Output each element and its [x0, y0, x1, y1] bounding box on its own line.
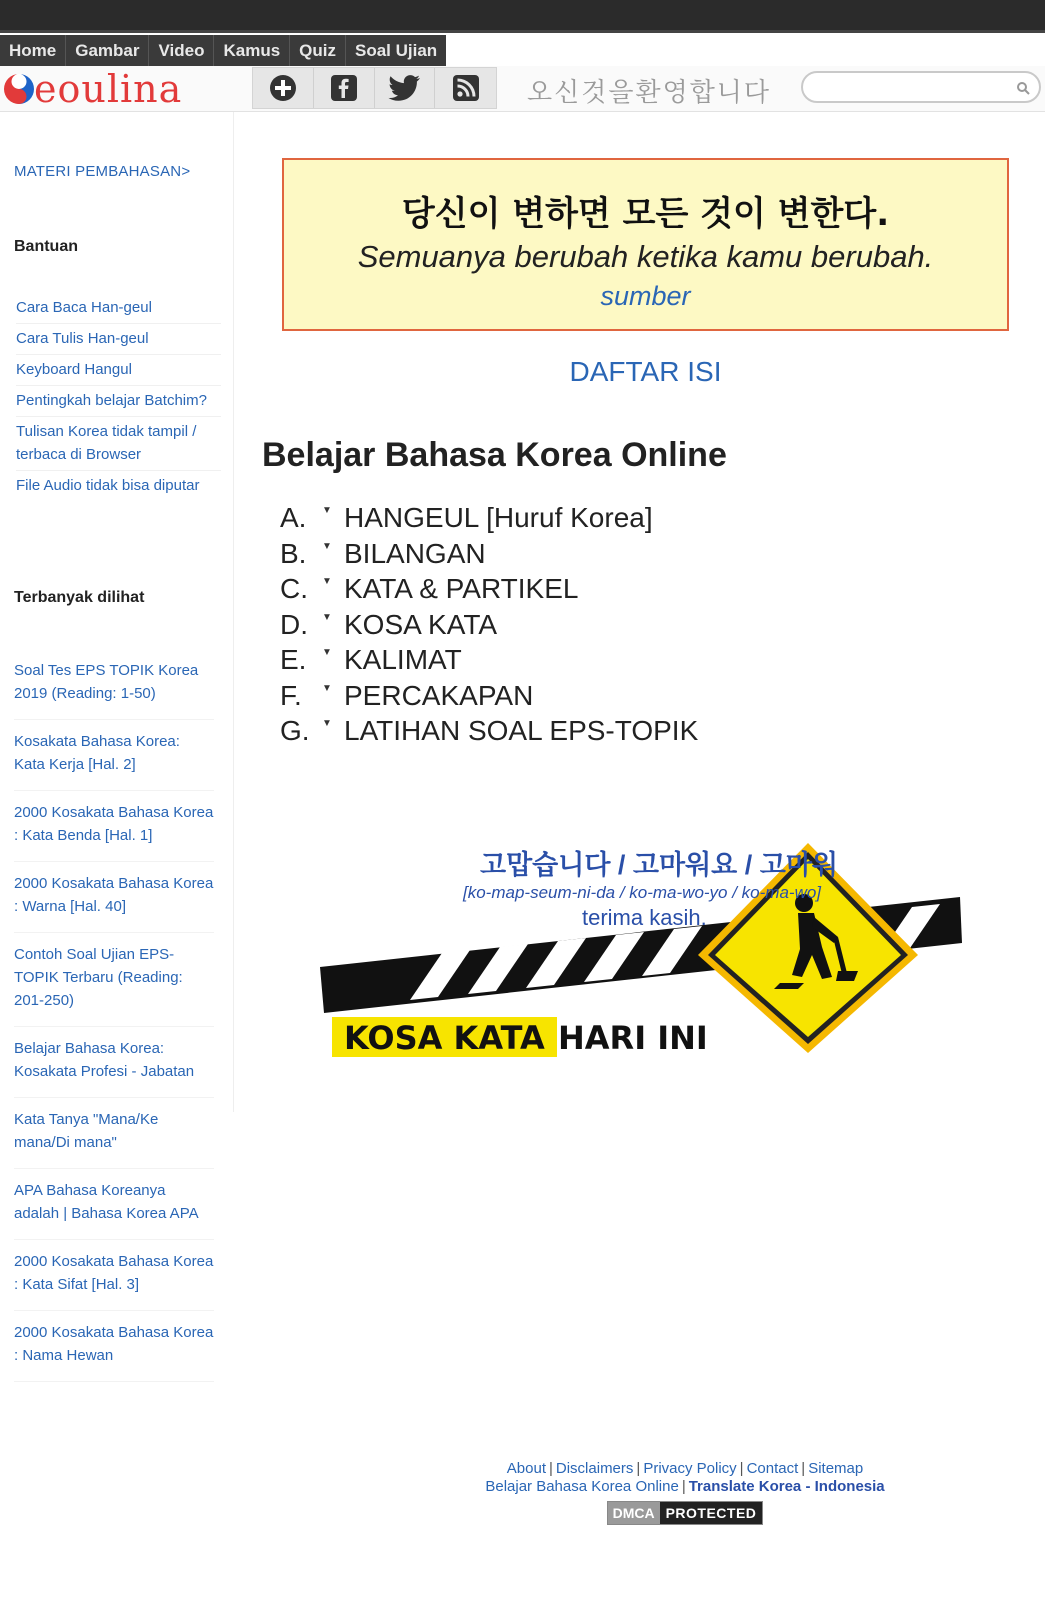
dmca-badge[interactable] [607, 1501, 764, 1525]
site-logo[interactable] [2, 67, 183, 111]
rss-icon[interactable] [435, 68, 496, 108]
footer-link-translate[interactable] [689, 1478, 885, 1495]
syllabus-letter: E. [280, 644, 307, 675]
footer-separator: | [801, 1460, 806, 1477]
popular-item[interactable]: 2000 Kosakata Bahasa Korea : Kata Sifat [Hal. 3] [14, 1247, 214, 1311]
quote-box [282, 158, 1009, 331]
popular-item[interactable]: APA Bahasa Koreanya adalah | Bahasa Korea APA [14, 1176, 214, 1240]
syllabus-letter: F. [280, 679, 302, 711]
bantuan-list [16, 293, 221, 501]
popular-heading: Terbanyak dilihat [14, 589, 145, 606]
bantuan-item[interactable]: Pentingkah belajar Batchim? [16, 386, 221, 417]
syllabus-letter: C. [280, 573, 308, 604]
dmca-label: DMCA [608, 1502, 660, 1524]
footer-link-disclaimers[interactable]: Disclaimers [555, 1460, 634, 1477]
search-input[interactable] [815, 78, 1005, 98]
popular-item[interactable]: Contoh Soal Ujian EPS-TOPIK Terbaru (Reading: 201-250) [14, 940, 214, 1027]
caret-down-icon: ▼ [322, 682, 332, 694]
twitter-icon[interactable] [375, 68, 436, 108]
search-box [801, 71, 1041, 103]
logo-wordmark: eoulina [34, 67, 183, 111]
syllabus-letter: A. [280, 502, 307, 533]
footer-link-about[interactable]: About [506, 1460, 546, 1477]
top-strip [0, 0, 1045, 33]
quote-korean: 당신이 변하면 모든 것이 변한다. [401, 194, 890, 234]
popular-item[interactable]: Kata Tanya "Mana/Ke mana/Di mana" [14, 1105, 214, 1169]
nav-quiz[interactable]: Quiz [290, 35, 346, 66]
protected-label: PROTECTED [660, 1502, 763, 1524]
syllabus-letter: G. [280, 715, 310, 746]
syllabus-letter: D. [280, 608, 308, 640]
word-of-the-day-banner[interactable] [320, 835, 970, 1075]
materi-pembahasan-link[interactable]: MATERI PEMBAHASAN> [14, 163, 191, 180]
syllabus-label: PERCAKAPAN [344, 679, 534, 711]
page-title: Belajar Bahasa Korea Online [262, 436, 727, 474]
footer-link-home[interactable]: Belajar Bahasa Korea Online [485, 1478, 679, 1495]
nav-kamus[interactable]: Kamus [214, 35, 290, 66]
syllabus-letter: B. [280, 537, 307, 569]
caret-down-icon: ▼ [322, 611, 332, 623]
syllabus-label: KALIMAT [344, 644, 462, 675]
nav-soal-ujian[interactable]: Soal Ujian [355, 41, 438, 60]
facebook-icon[interactable] [314, 68, 375, 108]
banner-korean: 고맙습니다 / 고마워요 / 고마워 [480, 850, 838, 880]
footer-separator: | [636, 1460, 641, 1477]
syllabus-label: KOSA KATA [344, 608, 498, 640]
welcome-greeting: 오신것을환영합니다 [527, 78, 772, 108]
footer-link-privacy[interactable]: Privacy Policy [643, 1460, 737, 1477]
main-nav [0, 35, 446, 66]
syllabus-item[interactable] [280, 713, 698, 749]
social-icon-bar [252, 67, 497, 109]
bantuan-heading: Bantuan [14, 238, 78, 255]
quote-source-link[interactable]: sumber [600, 281, 691, 311]
caret-down-icon: ▼ [322, 647, 332, 658]
footer-link-sitemap[interactable]: Sitemap [808, 1460, 864, 1477]
popular-item[interactable]: Belajar Bahasa Korea: Kosakata Profesi - Jabatan [14, 1034, 214, 1098]
banner-hari-ini: HARI INI [558, 1019, 708, 1057]
footer-dash: - [801, 1478, 815, 1495]
footer-row-2 [400, 1478, 970, 1495]
logo-mark-icon [2, 72, 36, 106]
footer-separator: | [548, 1460, 553, 1477]
footer-links [400, 1460, 970, 1477]
footer-link-contact[interactable]: Contact [746, 1460, 799, 1477]
quote-indonesian: Semuanya berubah ketika kamu berubah. [357, 239, 934, 274]
site-header [0, 66, 1045, 112]
banner-meaning: terima kasih. [582, 905, 707, 930]
popular-list [14, 656, 214, 1389]
popular-item[interactable]: 2000 Kosakata Bahasa Korea : Warna [Hal. 40] [14, 869, 214, 933]
footer-separator: | [739, 1460, 744, 1477]
syllabus-label: KATA & PARTIKEL [344, 573, 579, 604]
caret-down-icon: ▼ [322, 540, 332, 552]
footer-indonesia-text: Indonesia [814, 1478, 885, 1495]
banner-kosa-kata: KOSA KATA [332, 1017, 557, 1057]
nav-home[interactable]: Home [0, 35, 66, 66]
footer-translate-text: Translate Korea [688, 1478, 802, 1495]
popular-item[interactable]: Kosakata Bahasa Korea: Kata Kerja [Hal. 2] [14, 727, 214, 791]
syllabus-label: HANGEUL [Huruf Korea] [344, 502, 653, 533]
nav-video[interactable]: Video [149, 35, 214, 66]
bantuan-item[interactable]: Keyboard Hangul [16, 355, 221, 386]
popular-item[interactable]: 2000 Kosakata Bahasa Korea : Nama Hewan [14, 1318, 214, 1382]
sidebar [0, 112, 234, 1364]
caret-down-icon: ▼ [322, 505, 332, 516]
footer-separator: | [681, 1478, 686, 1495]
bantuan-item[interactable]: File Audio tidak bisa diputar [16, 477, 200, 494]
bantuan-item[interactable]: Cara Tulis Han-geul [16, 324, 221, 355]
site-footer [400, 1460, 970, 1525]
nav-gambar[interactable]: Gambar [66, 35, 149, 66]
popular-item[interactable]: Soal Tes EPS TOPIK Korea 2019 (Reading: 1-50) [14, 656, 214, 720]
popular-item[interactable]: 2000 Kosakata Bahasa Korea : Kata Benda [Hal. 1] [14, 798, 214, 862]
plus-icon[interactable] [253, 68, 314, 108]
caret-down-icon: ▼ [322, 576, 332, 587]
syllabus-list [280, 500, 698, 749]
banner-romanization: [ko-map-seum-ni-da / ko-ma-wo-yo / ko-ma-wo] [463, 883, 822, 902]
syllabus-label: LATIHAN SOAL EPS-TOPIK [344, 715, 699, 746]
table-of-contents-link[interactable]: DAFTAR ISI [569, 356, 722, 387]
search-icon[interactable] [1013, 78, 1033, 98]
bantuan-item[interactable]: Tulisan Korea tidak tampil / terbaca di Browser [16, 417, 221, 471]
caret-down-icon: ▼ [322, 718, 332, 729]
bantuan-item[interactable]: Cara Baca Han-geul [16, 293, 221, 324]
syllabus-label: BILANGAN [344, 537, 486, 569]
